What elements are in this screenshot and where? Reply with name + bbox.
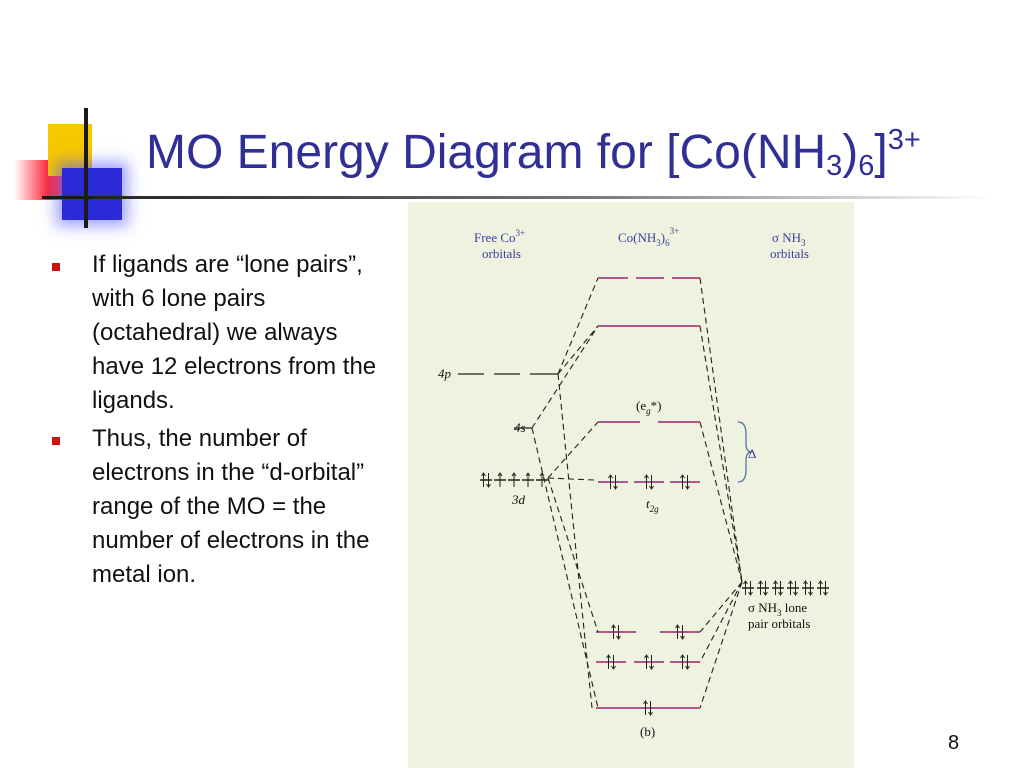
label-t2g: $t_{2g}$ bbox=[646, 496, 659, 514]
ligand-orbital bbox=[802, 581, 814, 595]
corr-line bbox=[700, 582, 742, 662]
header-sigma-orbitals: orbitals bbox=[770, 246, 809, 261]
mo-t2g-orbital bbox=[634, 475, 664, 489]
bullet-item bbox=[52, 422, 382, 592]
corr-line bbox=[558, 326, 598, 374]
ligand-levels bbox=[742, 581, 829, 595]
ligand-orbital bbox=[772, 581, 784, 595]
title-underline bbox=[92, 196, 992, 199]
metal-3d-orbital bbox=[508, 473, 520, 487]
bullet-list bbox=[52, 248, 382, 596]
metal-3d-orbital bbox=[522, 473, 534, 487]
decor-vertical-line bbox=[84, 108, 88, 228]
corr-line bbox=[700, 326, 742, 582]
page-number: 8 bbox=[948, 732, 960, 754]
mo-a1g-bonding-orbital bbox=[596, 701, 700, 715]
corr-line bbox=[700, 278, 742, 582]
corr-line bbox=[700, 582, 742, 708]
corr-line bbox=[548, 478, 598, 632]
metal-levels bbox=[458, 374, 558, 428]
corr-line bbox=[532, 428, 598, 708]
label-4s: 4s bbox=[514, 420, 526, 435]
label-eg-star: $(e_g*)$ bbox=[636, 398, 662, 416]
header-free-co: Free $Co^{3+}$ bbox=[474, 228, 526, 245]
header-sigma-nh3: σ $NH_3$ bbox=[772, 230, 806, 248]
corr-line bbox=[700, 422, 742, 582]
bullet-text: If ligands are “lone pairs”, with 6 lone pairs (octahedral) we always have 12 electrons from the ligands. bbox=[92, 251, 377, 414]
bullet-text: Thus, the number of electrons in the “d-orbital” range of the MO = the number of electrons in the metal ion. bbox=[92, 425, 370, 588]
mo-diagram bbox=[408, 202, 854, 768]
header-free-co-orbitals: orbitals bbox=[482, 246, 521, 261]
metal-3d-orbital bbox=[494, 473, 506, 487]
bullet-square-icon bbox=[52, 263, 60, 271]
corr-line bbox=[548, 478, 594, 480]
corr-line bbox=[548, 422, 598, 478]
corr-line bbox=[532, 326, 598, 428]
mo-t1u-bonding-orbital bbox=[634, 655, 664, 669]
bullet-item bbox=[52, 248, 382, 418]
mo-eg-bonding-orbital bbox=[660, 625, 700, 639]
correlation-lines bbox=[532, 278, 742, 708]
mo-t2g-orbital bbox=[670, 475, 700, 489]
mo-t2g-orbital bbox=[598, 475, 628, 489]
bullet-square-icon bbox=[52, 437, 60, 445]
corr-line bbox=[700, 582, 742, 632]
ligand-orbital bbox=[742, 581, 754, 595]
metal-3d-levels bbox=[480, 473, 548, 487]
slide-title: MO Energy Diagram for $[Co(NH_3)_6]^{3+}$ bbox=[146, 124, 921, 183]
mo-bonding-levels bbox=[596, 625, 700, 715]
label-lone-pair-1: σ $NH_3$ lone bbox=[748, 600, 808, 618]
mo-diagram-svg bbox=[408, 202, 854, 768]
header-complex: $Co(NH_3)_6^{3+}$ bbox=[618, 226, 680, 248]
mo-t2g-levels bbox=[598, 475, 700, 489]
label-b: (b) bbox=[640, 724, 656, 739]
mo-levels bbox=[598, 278, 700, 422]
ligand-orbital bbox=[757, 581, 769, 595]
corr-line bbox=[558, 374, 592, 708]
metal-3d-orbital bbox=[536, 473, 548, 487]
label-lone-pair-2: pair orbitals bbox=[748, 616, 811, 631]
mo-t1u-bonding-orbital bbox=[670, 655, 700, 669]
metal-3d-orbital bbox=[480, 473, 492, 487]
label-4p: 4p bbox=[438, 366, 451, 381]
decor-blue-block bbox=[62, 168, 122, 220]
label-3d: 3d bbox=[512, 492, 525, 507]
ligand-orbital bbox=[787, 581, 799, 595]
mo-eg-bonding-orbital bbox=[596, 625, 636, 639]
ligand-orbital bbox=[817, 581, 829, 595]
mo-t1u-bonding-orbital bbox=[596, 655, 626, 669]
corr-line bbox=[558, 278, 598, 374]
label-delta: Δ bbox=[748, 446, 757, 461]
